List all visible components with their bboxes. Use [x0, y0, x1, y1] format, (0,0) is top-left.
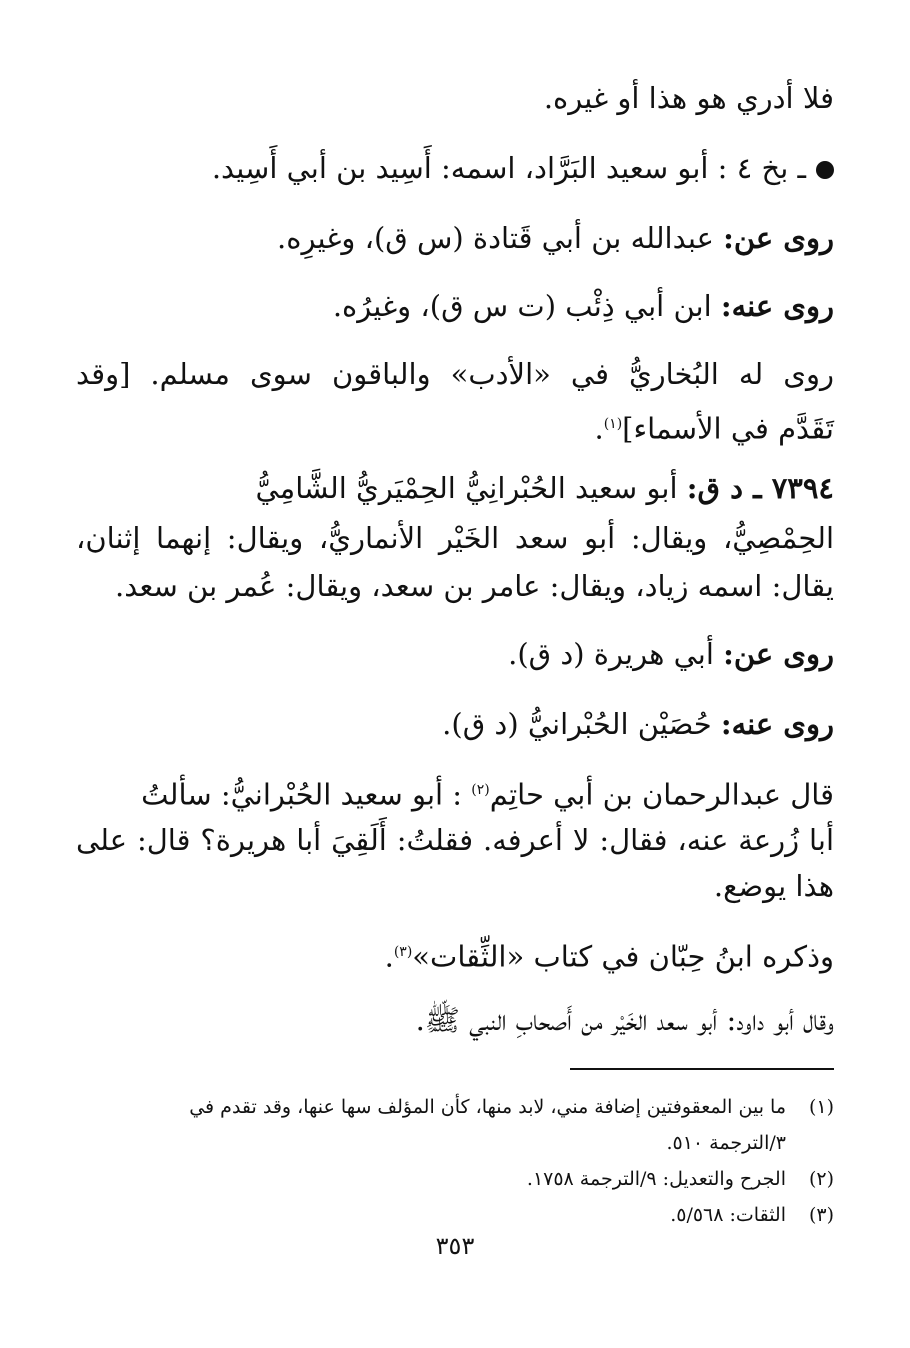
line-8-text: الحِمْصِيُّ، ويقال: أبو سعد الخَيْر الأنماريُّ، ويقال: إنهما إثنان،	[76, 521, 834, 555]
text-line-14	[76, 866, 834, 906]
footnote-1-number: (١)	[808, 1096, 834, 1118]
text-line-9	[76, 566, 834, 606]
text-line-8	[76, 518, 834, 558]
line-16-text: وقال أبو داود: أبو سعد الخَيْر من أَصحابِ النبي ﷺ.	[415, 1003, 834, 1037]
footnote-2-text: الجرح والتعديل: ٩/الترجمة ١٧٥٨.	[526, 1168, 786, 1190]
footnote-ref-3: (٣)	[393, 944, 413, 960]
text-line-3	[76, 218, 834, 258]
text-line-15: وذكره ابنُ حِبّان في كتاب «الثِّقات»$^{(٣)}$.	[384, 939, 834, 974]
text-line-2	[76, 148, 834, 188]
text-line-5	[76, 354, 834, 394]
line-15-text: وذكره ابنُ حِبّان في كتاب «الثِّقات»	[412, 939, 834, 974]
footnote-ref-1: (١)	[603, 416, 623, 432]
line-14-text: هذا يوضع.	[713, 869, 834, 903]
text-line-10	[76, 634, 834, 674]
footnote-3	[70, 1198, 834, 1232]
text-line-16	[76, 1000, 834, 1040]
line-3-text: عبدالله بن أبي قَتادة (س ق)، وغيرِه.	[277, 221, 714, 255]
footnote-2-number: (٢)	[808, 1168, 834, 1190]
footnote-1-cont-text: ٣/الترجمة ٥١٠.	[666, 1132, 786, 1154]
footnote-3-text: الثقات: ٥/٥٦٨.	[670, 1204, 786, 1226]
line-5-text: روى له البُخاريُّ في «الأدب» والباقون سوى مسلم. [وقد	[76, 357, 834, 391]
line-9-text: يقال: اسمه زياد، ويقال: عامر بن سعد، ويقال: عُمر بن سعد.	[115, 569, 834, 603]
text-line-7	[76, 468, 834, 508]
line-13-text: أبا زُرعة عنه، فقال: لا أعرفه. فقلتُ: أَلَقِيَ أبا هريرة؟ قال: على	[76, 823, 834, 857]
page-number: ٣٥٣	[435, 1232, 475, 1260]
line-7-text: أبو سعيد الحُبْرانِيُّ الحِمْيَريُّ الشَّامِيُّ	[255, 471, 678, 505]
line-10-text: أبي هريرة (د ق).	[508, 637, 714, 671]
footnote-1-continuation	[70, 1126, 786, 1160]
footnote-1-text: ما بين المعقوفتين إضافة مني، لابد منها، كأن المؤلف سها عنها، وقد تقدم في	[189, 1096, 786, 1118]
line-11-text: حُصَيْن الحُبْرانيُّ (د ق).	[442, 707, 712, 741]
line-6-text: تَقَدَّم في الأسماء]	[622, 411, 834, 446]
line-1-text: فلا أدري هو هذا أو غيره.	[543, 81, 834, 115]
text-line-13	[76, 820, 834, 860]
footnote-separator	[570, 1068, 834, 1070]
text-line-1	[76, 78, 834, 118]
footnote-1	[70, 1090, 834, 1124]
text-line-6: تَقَدَّم في الأسماء]$^{(١)}$.	[594, 411, 834, 446]
line-2-text: ـ بخ ٤ : أبو سعيد البَرَّاد، اسمه: أَسِيد بن أبي أَسِيد.	[211, 151, 806, 185]
text-line-4	[76, 286, 834, 326]
entry-number: ٧٣٩٤ ـ د ق:	[686, 471, 834, 505]
narrated-by-heading: روى عنه:	[720, 289, 834, 323]
footnote-2	[70, 1162, 834, 1196]
text-line-11	[76, 704, 834, 744]
line-12-text-b: : أبو سعيد الحُبْرانيُّ: سألتُ	[141, 777, 463, 812]
bullet-icon	[816, 161, 834, 179]
narrated-from-heading-2: روى عن:	[723, 637, 834, 671]
line-12-text-a: قال عبدالرحمان بن أبي حاتِم	[489, 777, 834, 812]
text-line-12	[76, 770, 834, 815]
footnote-3-number: (٣)	[808, 1204, 834, 1226]
line-4-text: ابن أبي ذِئْب (ت س ق)، وغيرُه.	[332, 289, 712, 323]
narrated-by-heading-2: روى عنه:	[720, 707, 834, 741]
narrated-from-heading: روى عن:	[723, 221, 834, 255]
footnote-ref-2: (٢)	[471, 782, 490, 798]
